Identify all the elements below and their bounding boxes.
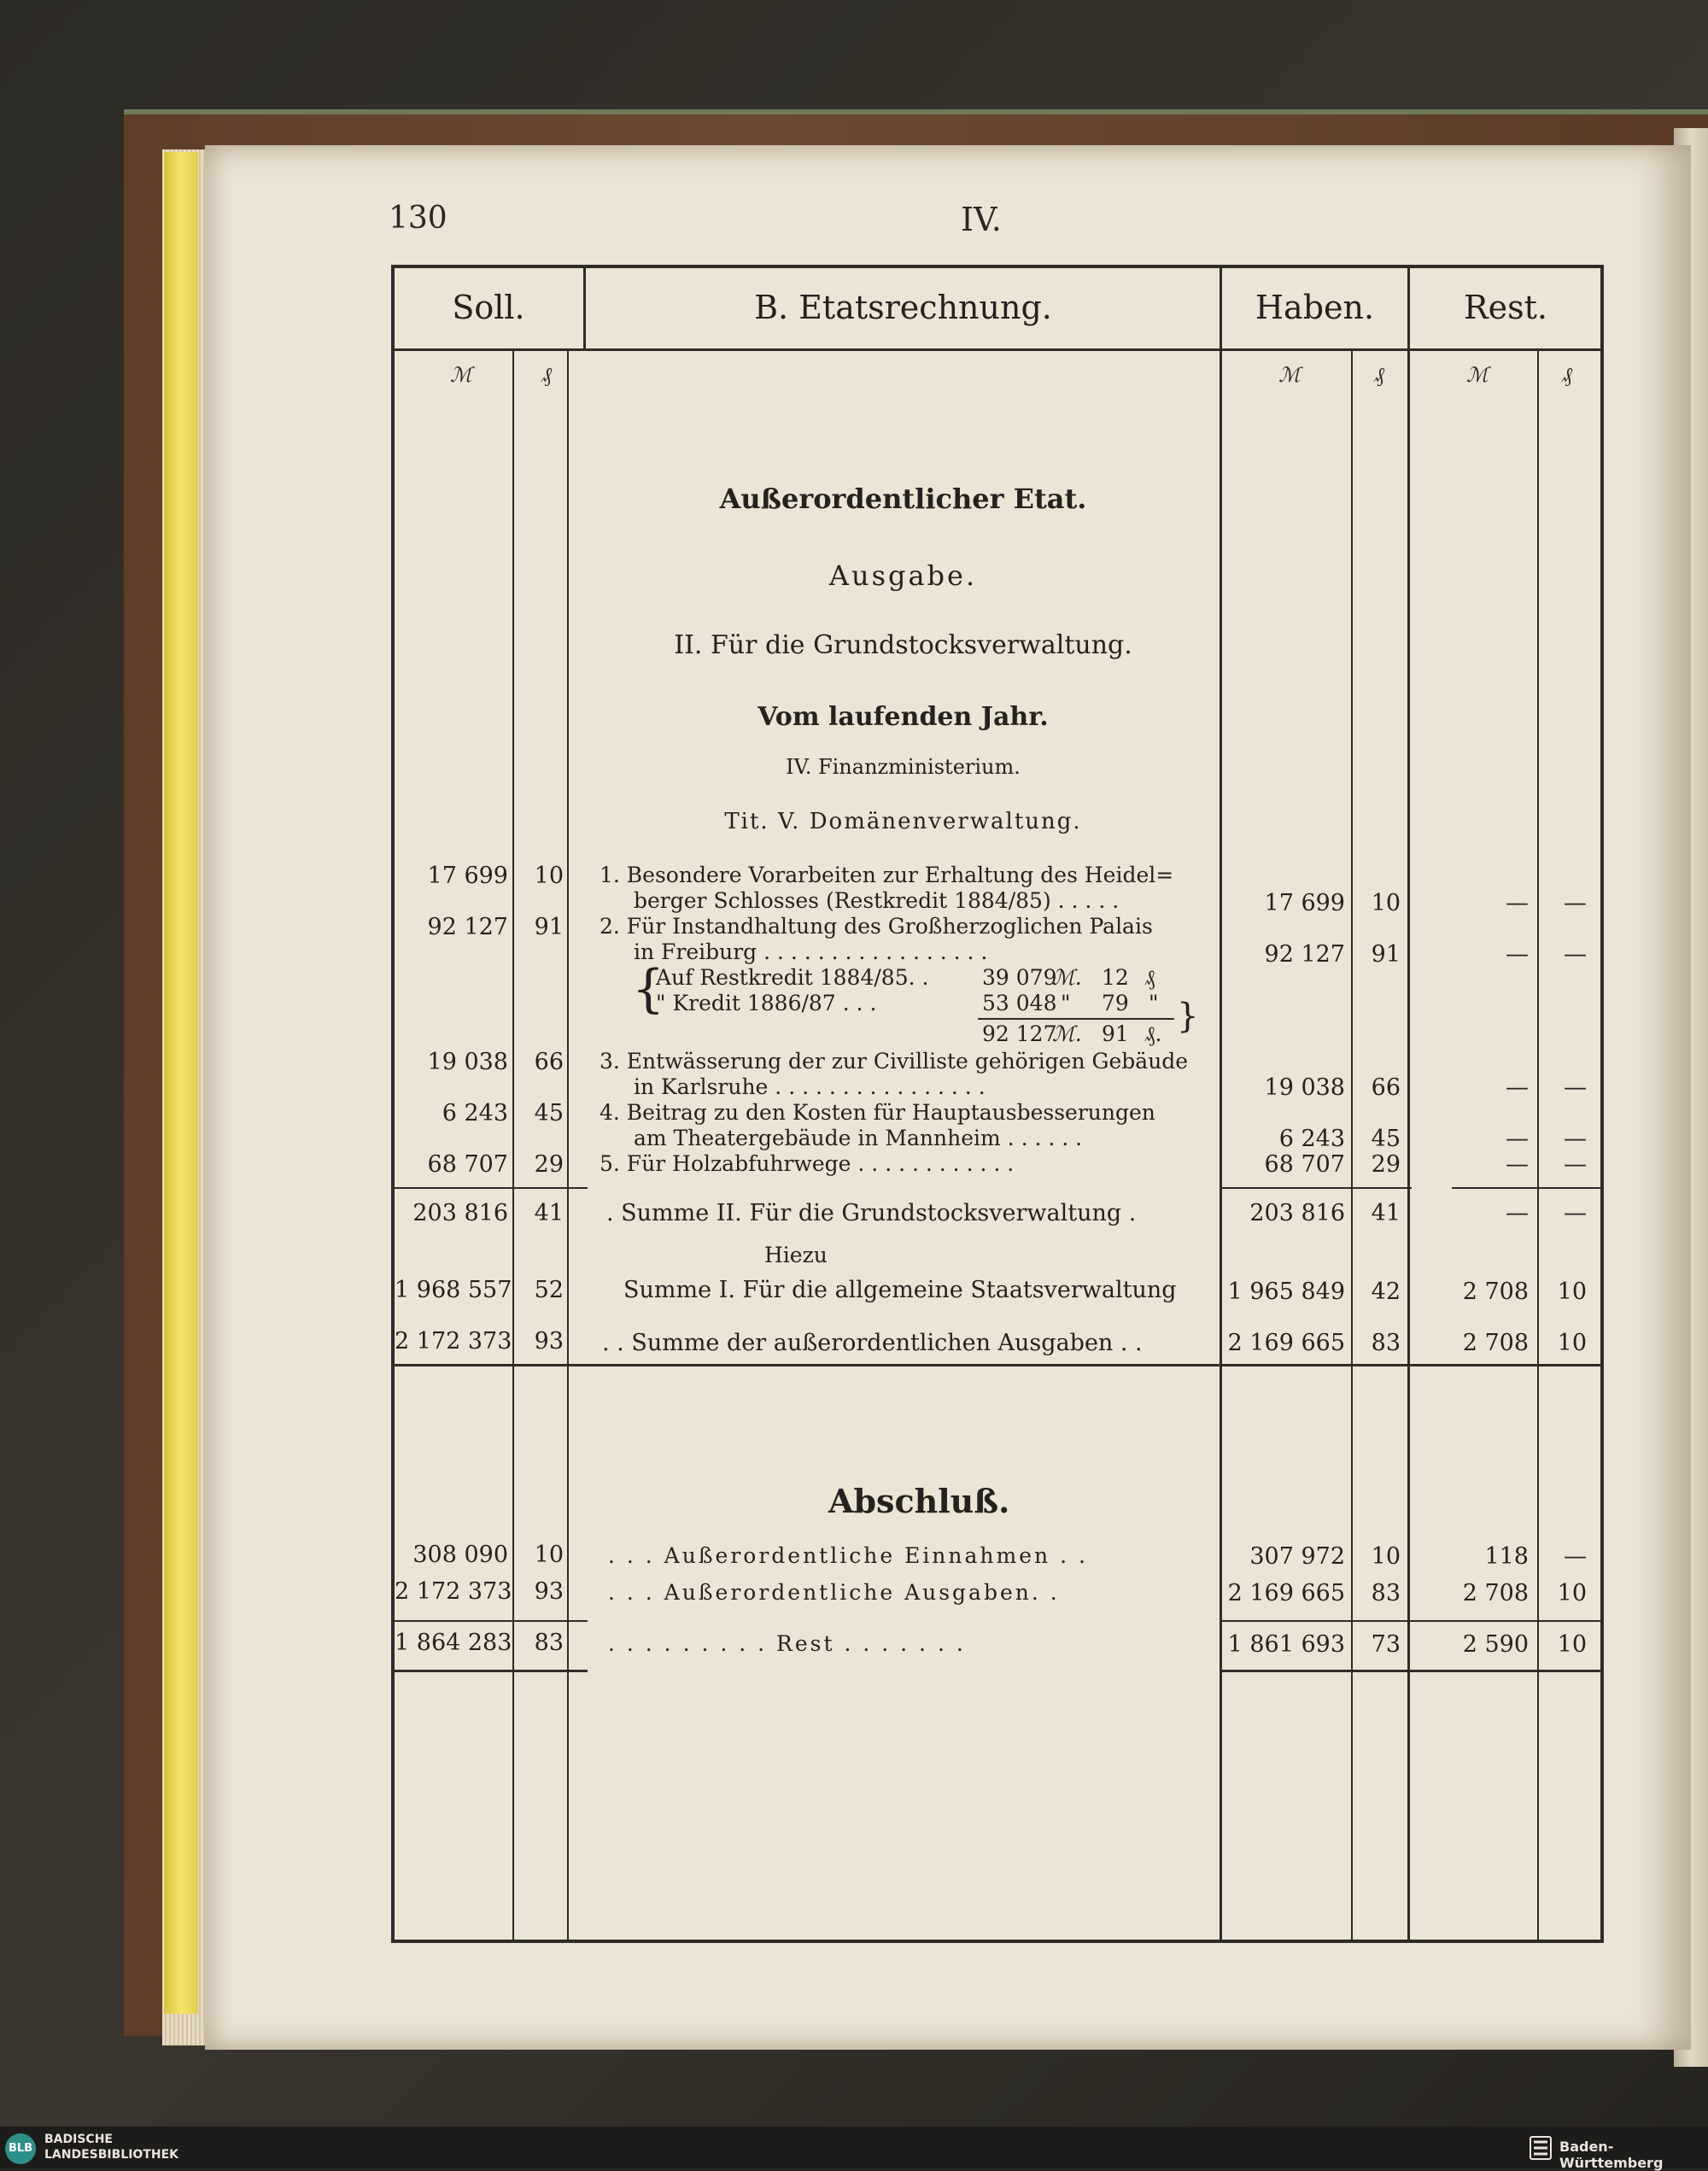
item1-rest-pf: —: [1564, 890, 1587, 916]
section-jahr: Vom laufenden Jahr.: [757, 702, 1049, 732]
summe2-text: . Summe II. Für die Grundstocksverwaltung .: [606, 1200, 1137, 1226]
header-soll: Soll.: [452, 289, 525, 326]
section-titel: Tit. V. Domänenverwaltung.: [724, 809, 1082, 834]
col-line: [1407, 265, 1410, 350]
summe2-haben-pf: 41: [1371, 1200, 1401, 1226]
col-line: [1537, 350, 1539, 1943]
page-number: 130: [389, 201, 447, 236]
breakdown-label1: Auf Restkredit 1884/85. .: [656, 965, 929, 990]
abschluss-row3-soll-m: 1 864 283: [395, 1630, 512, 1656]
breakdown-unit2: ": [1061, 991, 1071, 1015]
unit-pf: ₰: [541, 363, 552, 387]
abschluss-row3-rest-m: 2 590: [1462, 1631, 1529, 1658]
abschluss-row3-haben-m: 1 861 693: [1227, 1631, 1345, 1658]
abschluss-row3-text: . . . . . . . . . Rest . . . . . . .: [608, 1631, 966, 1656]
header-rule: [391, 348, 1604, 351]
col-line: [567, 350, 569, 1943]
item2-soll-pf: 91: [534, 914, 564, 940]
breakdown-pf2: 79: [1102, 991, 1129, 1015]
total-text: . . Summe der außerordentlichen Ausgaben . .: [602, 1330, 1143, 1356]
item5-rest-pf: —: [1564, 1151, 1587, 1178]
col-line: [1407, 350, 1410, 1943]
total-haben-m: 2 169 665: [1227, 1330, 1345, 1356]
item3-haben-m: 19 038: [1264, 1074, 1345, 1101]
abschluss-row2-haben-m: 2 169 665: [1227, 1580, 1345, 1606]
abschluss-row3-soll-pf: 83: [534, 1630, 564, 1656]
abschluss-row3-rest-pf: 10: [1557, 1631, 1587, 1658]
abschluss-row2-soll-m: 2 172 373: [395, 1578, 512, 1605]
final-rule: [391, 1670, 588, 1672]
item2-text2: in Freiburg . . . . . . . . . . . . . . . . .: [634, 939, 988, 964]
brace: }: [1177, 997, 1199, 1036]
total-rule: [391, 1364, 1604, 1366]
summe1-rest-pf: 10: [1557, 1279, 1587, 1305]
breakdown-total-unit: ℳ.: [1052, 1021, 1082, 1046]
section-etat: Außerordentlicher Etat.: [719, 483, 1087, 515]
sum-rule: [1452, 1187, 1601, 1189]
abschluss-row2-text: . . . Außerordentliche Ausgaben. .: [608, 1580, 1060, 1605]
footer-bar: [0, 2127, 1708, 2171]
summe1-haben-pf: 42: [1371, 1279, 1401, 1305]
total-rest-m: 2 708: [1462, 1330, 1529, 1356]
abschluss-row1-soll-pf: 10: [534, 1542, 564, 1568]
item4-soll-pf: 45: [534, 1100, 564, 1126]
abschluss-title: Abschluß.: [828, 1482, 1010, 1520]
item3-soll-m: 19 038: [427, 1049, 508, 1075]
item1-soll-m: 17 699: [427, 863, 508, 889]
item1-text1: 1. Besondere Vorarbeiten zur Erhaltung des Heidel=: [600, 863, 1174, 887]
summe2-rest-m: —: [1506, 1200, 1529, 1226]
breakdown-total-pf: 91: [1102, 1021, 1129, 1046]
col-line: [512, 350, 514, 1943]
sum-rule: [1220, 1187, 1412, 1189]
item3-haben-pf: 66: [1371, 1074, 1401, 1101]
item3-text2: in Karlsruhe . . . . . . . . . . . . . . . .: [634, 1074, 986, 1099]
abschluss-row1-rest-pf: —: [1564, 1543, 1587, 1570]
header-haben: Haben.: [1255, 289, 1375, 326]
blb-line2: LANDESBIBLIOTHEK: [44, 2148, 179, 2162]
hiezu-label: Hiezu: [764, 1243, 828, 1267]
bw-lions-icon: [1529, 2135, 1553, 2161]
summe1-text: Summe I. Für die allgemeine Staatsverwaltung: [623, 1277, 1177, 1303]
col-line: [1220, 265, 1222, 1943]
unit-pf: ₰: [1374, 363, 1384, 387]
breakdown-label2: " Kredit 1886/87 . . .: [656, 991, 877, 1015]
unit-mark: ℳ: [1278, 363, 1301, 387]
total-rest-pf: 10: [1557, 1330, 1587, 1356]
summe2-rest-pf: —: [1564, 1200, 1587, 1226]
breakdown-pfunit2: ": [1149, 991, 1159, 1015]
item1-text2: berger Schlosses (Restkredit 1884/85) . . . . .: [634, 888, 1120, 913]
item2-rest-m: —: [1506, 941, 1529, 968]
header-title-text: B. Etatsrechnung.: [754, 289, 1052, 326]
yellow-edge: [164, 152, 198, 2014]
summe2-haben-m: 203 816: [1249, 1200, 1345, 1226]
unit-mark: ℳ: [1466, 363, 1489, 387]
item4-rest-pf: —: [1564, 1126, 1587, 1152]
abschluss-row1-haben-m: 307 972: [1249, 1543, 1345, 1570]
item5-rest-m: —: [1506, 1151, 1529, 1178]
abschluss-row3-haben-pf: 73: [1371, 1631, 1401, 1658]
item3-rest-pf: —: [1564, 1074, 1587, 1101]
chapter-number: IV.: [961, 201, 1002, 238]
section-grund: II. Für die Grundstocksverwaltung.: [674, 630, 1132, 660]
item2-rest-pf: —: [1564, 941, 1587, 968]
breakdown-total-m: 92 127: [982, 1021, 1057, 1046]
summe2-soll-m: 203 816: [412, 1200, 508, 1226]
breakdown-total-pfunit: ₰.: [1144, 1021, 1162, 1046]
abschluss-row2-rest-m: 2 708: [1462, 1580, 1529, 1606]
abschluss-row2-rest-pf: 10: [1557, 1580, 1587, 1606]
item1-soll-pf: 10: [534, 863, 564, 889]
sum-rule: [391, 1187, 588, 1189]
item1-haben-m: 17 699: [1264, 890, 1345, 916]
abschluss-row2-haben-pf: 83: [1371, 1580, 1401, 1606]
item4-haben-pf: 45: [1371, 1126, 1401, 1152]
item1-haben-pf: 10: [1371, 890, 1401, 916]
abschluss-row1-haben-pf: 10: [1371, 1543, 1401, 1570]
bw-label[interactable]: Baden-Württemberg: [1559, 2139, 1664, 2171]
breakdown-m2: 53 048: [982, 991, 1057, 1015]
item2-soll-m: 92 127: [427, 914, 508, 940]
item1-rest-m: —: [1506, 890, 1529, 916]
item4-soll-m: 6 243: [442, 1100, 508, 1126]
item4-text1: 4. Beitrag zu den Kosten für Hauptausbesserungen: [600, 1100, 1155, 1125]
item5-soll-pf: 29: [534, 1151, 564, 1178]
item4-rest-m: —: [1506, 1126, 1529, 1152]
abschluss-row1-rest-m: 118: [1484, 1543, 1529, 1570]
abschluss-row1-soll-m: 308 090: [412, 1542, 508, 1568]
item5-soll-m: 68 707: [427, 1151, 508, 1178]
abschluss-rule: [1220, 1620, 1604, 1622]
blb-name: [44, 2132, 178, 2162]
item2-haben-pf: 91: [1371, 941, 1401, 968]
breakdown-pf1: 12: [1102, 965, 1129, 990]
unit-mark: ℳ: [450, 363, 472, 387]
col-line: [1351, 350, 1353, 1943]
breakdown-pfunit1: ₰: [1144, 965, 1155, 990]
item5-haben-pf: 29: [1371, 1151, 1401, 1178]
item2-haben-m: 92 127: [1264, 941, 1345, 968]
section-ministerium: IV. Finanzministerium.: [786, 755, 1021, 779]
item5-text1: 5. Für Holzabfuhrwege . . . . . . . . . . . .: [600, 1151, 1015, 1176]
summe1-soll-pf: 52: [534, 1277, 564, 1303]
abschluss-row1-text: . . . Außerordentliche Einnahmen . .: [608, 1543, 1088, 1568]
summe1-rest-m: 2 708: [1462, 1279, 1529, 1305]
item3-text1: 3. Entwässerung der zur Civilliste gehörigen Gebäude: [600, 1049, 1189, 1074]
unit-pf: ₰: [1562, 363, 1572, 387]
item5-haben-m: 68 707: [1264, 1151, 1345, 1178]
total-soll-pf: 93: [534, 1328, 564, 1355]
item4-haben-m: 6 243: [1278, 1126, 1345, 1152]
summe2-soll-pf: 41: [534, 1200, 564, 1226]
final-rule: [1220, 1670, 1604, 1672]
summe1-soll-m: 1 968 557: [395, 1277, 512, 1303]
abschluss-rule: [391, 1620, 588, 1622]
header-rest: Rest.: [1464, 289, 1547, 326]
breakdown-rule: [978, 1018, 1174, 1020]
total-soll-m: 2 172 373: [395, 1328, 512, 1355]
blb-line1: BADISCHE: [44, 2133, 113, 2146]
item3-rest-m: —: [1506, 1074, 1529, 1101]
item3-soll-pf: 66: [534, 1049, 564, 1075]
item2-text1: 2. Für Instandhaltung des Großherzoglichen Palais: [600, 914, 1153, 939]
blb-logo[interactable]: BLB: [5, 2133, 36, 2164]
item4-text2: am Theatergebäude in Mannheim . . . . . .: [634, 1126, 1083, 1150]
breakdown-unit1: ℳ.: [1052, 965, 1082, 990]
header-title: [589, 289, 1217, 326]
brace: {: [632, 959, 665, 1019]
total-haben-pf: 83: [1371, 1330, 1401, 1356]
col-line: [583, 265, 586, 350]
abschluss-row2-soll-pf: 93: [534, 1578, 564, 1605]
section-ausgabe: Ausgabe.: [828, 559, 978, 592]
breakdown-m1: 39 079: [982, 965, 1057, 990]
summe1-haben-m: 1 965 849: [1227, 1279, 1345, 1305]
